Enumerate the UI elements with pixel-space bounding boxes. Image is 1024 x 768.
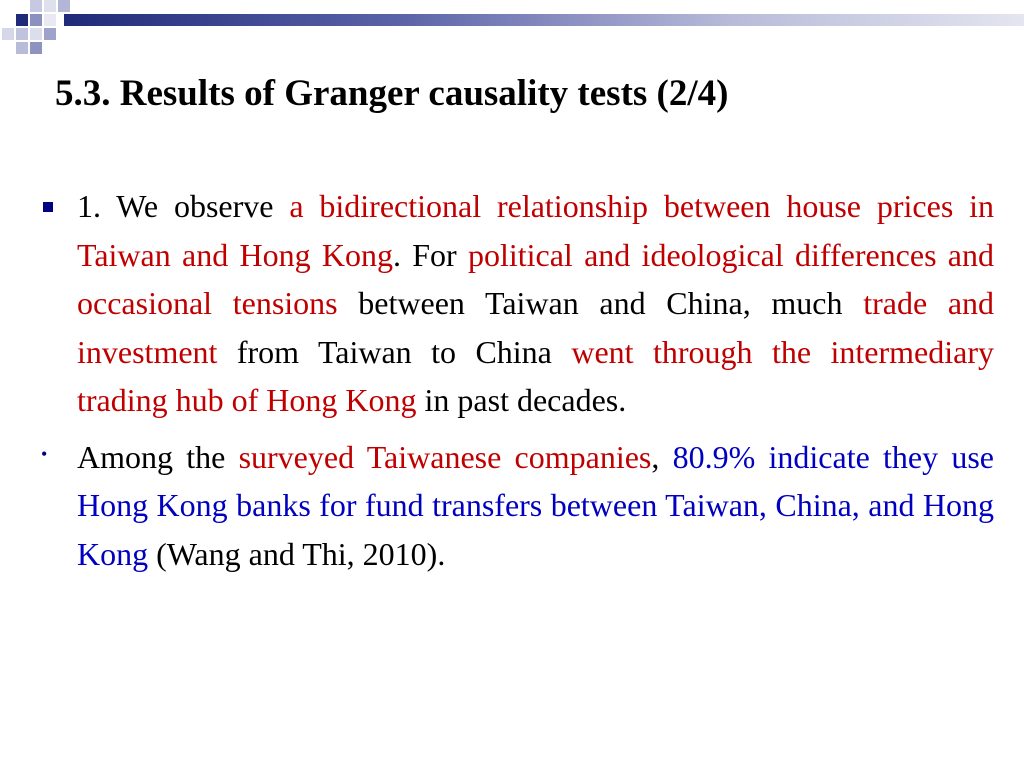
corner-square (16, 42, 28, 54)
corner-square (30, 42, 42, 54)
text-segment: in past decades. (416, 382, 627, 418)
corner-square (44, 14, 56, 26)
highlight-red: surveyed Taiwanese companies (238, 438, 652, 475)
slide-body (32, 182, 994, 578)
bullet-text (77, 439, 994, 572)
corner-square (16, 14, 28, 26)
highlight-red: trade and investment (77, 285, 995, 370)
highlight-red: political and ideological differences and occasional tensions (77, 236, 995, 321)
text-segment: (Wang and Thi, 2010). (148, 535, 446, 572)
text-segment: , (651, 438, 673, 475)
corner-square (30, 14, 42, 26)
corner-square (16, 28, 28, 40)
text-segment: . For (392, 236, 468, 273)
corner-square (30, 28, 42, 40)
corner-square (2, 28, 14, 40)
text-segment: 1. We observe (77, 188, 290, 224)
bullet-text (77, 188, 994, 418)
text-segment: from Taiwan to China (217, 333, 572, 370)
highlight-red: went through the intermediary trading hub of Hong Kong (77, 333, 995, 418)
corner-square (44, 0, 56, 12)
header-bar (64, 14, 1024, 26)
dot-bullet-icon: • (41, 443, 48, 464)
corner-square (44, 28, 56, 40)
text-segment: Among the (77, 438, 239, 475)
corner-square (58, 0, 70, 12)
corner-square (30, 0, 42, 12)
text-segment: between Taiwan and China, much (337, 285, 864, 321)
slide-title: 5.3. Results of Granger causality tests (2/4) (55, 73, 729, 114)
bullet-item (32, 182, 994, 425)
highlight-red: a bidirectional relationship between house prices in Taiwan and Hong Kong (77, 188, 995, 273)
highlight-blue: 80.9% indicate they use Hong Kong banks for fund transfers between Taiwan, China, and Hong Kong (77, 438, 995, 572)
square-bullet-icon (43, 202, 53, 212)
bullet-item (32, 433, 994, 579)
